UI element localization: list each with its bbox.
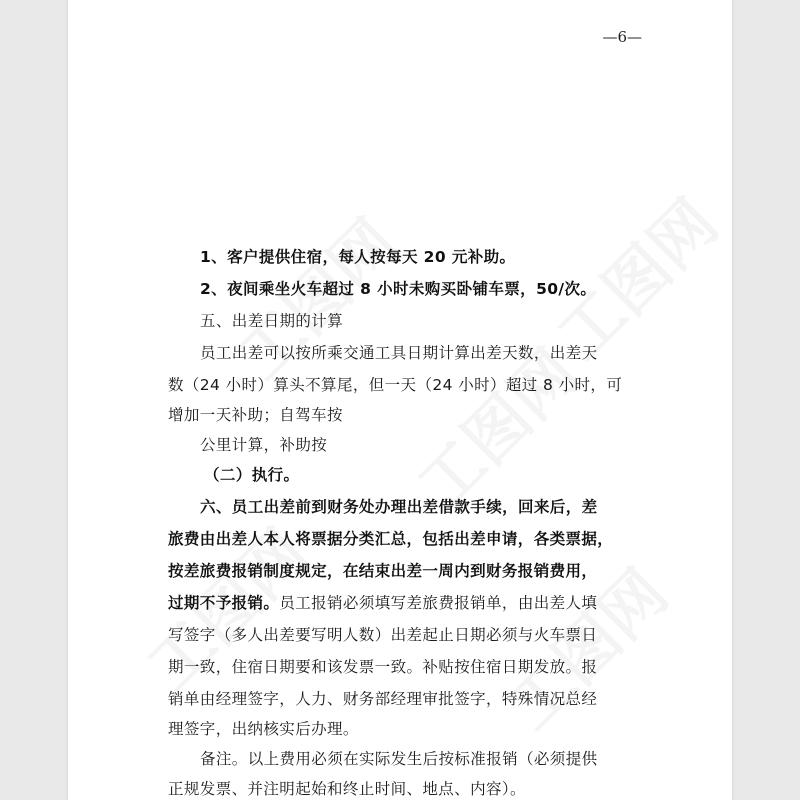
- text-line: [168, 527, 648, 549]
- line-text: 增加一天补助；自驾车按: [168, 406, 343, 424]
- line-text: 备注。以上费用必须在实际发生后按标准报销（必须提供: [200, 750, 598, 768]
- line-text-continuation: 员工报销必须填写差旅费报销单，由出差人填: [279, 594, 598, 612]
- text-line: [200, 309, 680, 331]
- line-text: 数（24 小时）算头不算尾，但一天（24 小时）超过 8 小时，可: [168, 376, 623, 394]
- text-line: [200, 277, 680, 299]
- line-text: 1、客户提供住宿，每人按每天 20 元补助。: [200, 248, 516, 266]
- line-text: 按差旅费报销制度规定，在结束出差一周内到财务报销费用，: [168, 562, 598, 580]
- text-line: [168, 403, 648, 425]
- text-line: [168, 623, 648, 645]
- text-line: [168, 777, 648, 799]
- text-line: [168, 559, 648, 581]
- text-line: [200, 433, 680, 455]
- text-line: [200, 747, 680, 769]
- document-page: [68, 0, 732, 800]
- text-line: [168, 717, 648, 739]
- line-text: 写签字（多人出差要写明人数）出差起止日期必须与火车票日: [168, 626, 598, 644]
- text-line: [204, 463, 684, 485]
- page-number: —6—: [602, 28, 642, 46]
- line-text: 员工出差可以按所乘交通工具日期计算出差天数，出差天: [200, 344, 598, 362]
- line-text: 五、出差日期的计算: [200, 312, 344, 330]
- text-line: [168, 655, 648, 677]
- line-text: 理签字，出纳核实后办理。: [168, 720, 359, 738]
- line-text: 销单由经理签字，人力、财务部经理审批签字，特殊情况总经: [168, 690, 598, 708]
- text-line: [168, 591, 648, 613]
- text-line: [200, 245, 680, 267]
- line-text: 过期不予报销。: [168, 594, 280, 612]
- line-text: 六、员工出差前到财务处办理出差借款手续，回来后，差: [200, 498, 598, 516]
- line-text: 正规发票、并注明起始和终止时间、地点、内容）。: [168, 780, 526, 798]
- line-text: 旅费由出差人本人将票据分类汇总，包括出差申请，各类票据，: [168, 530, 614, 548]
- line-text: 期一致，住宿日期要和该发票一致。补贴按住宿日期发放。报: [168, 658, 598, 676]
- text-line: [200, 341, 680, 363]
- text-line: [168, 687, 648, 709]
- text-line: [200, 495, 680, 517]
- line-text: 公里计算，补助按: [200, 436, 328, 454]
- line-text: 2、夜间乘坐火车超过 8 小时未购买卧铺车票，50/次。: [200, 280, 597, 298]
- line-text: （二）执行。: [204, 466, 300, 484]
- text-line: [168, 373, 648, 395]
